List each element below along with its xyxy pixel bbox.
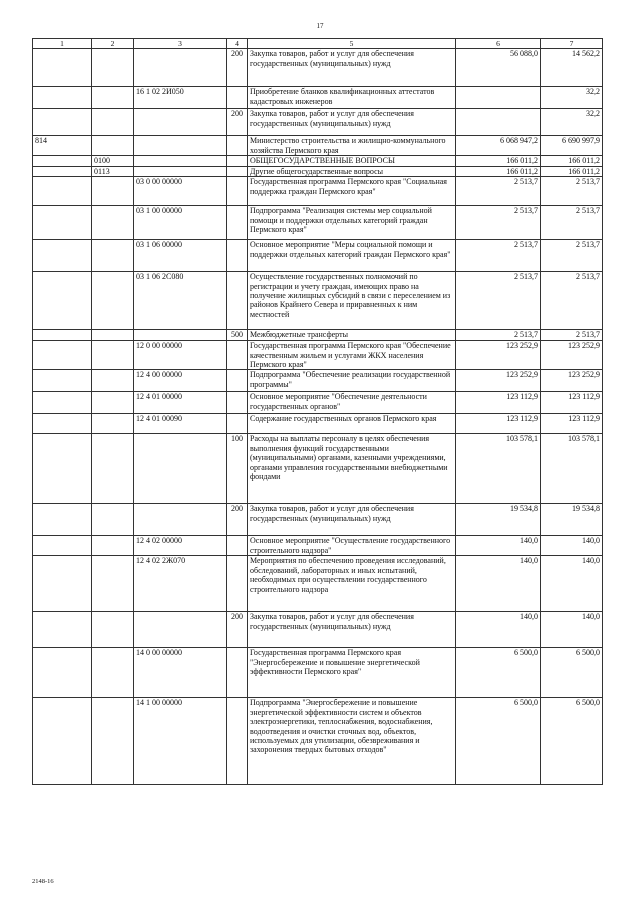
- amount-cell-2018: 166 011,2: [541, 166, 603, 176]
- amount-cell-2017: 2 513,7: [456, 206, 541, 240]
- table-row: [33, 109, 603, 136]
- table-row: [33, 648, 603, 698]
- section-cell: [92, 206, 134, 240]
- page-number: 17: [316, 22, 324, 30]
- amount-cell-2017: 2 513,7: [456, 177, 541, 206]
- target-article-cell: 12 4 00 00000: [134, 370, 227, 392]
- amount-cell-2018: 123 252,9: [541, 370, 603, 392]
- table-row: [33, 177, 603, 206]
- amount-cell-2017: 6 500,0: [456, 698, 541, 785]
- target-article-cell: [134, 136, 227, 156]
- table-row: [33, 240, 603, 272]
- amount-cell-2017: 6 500,0: [456, 648, 541, 698]
- amount-cell-2018: 140,0: [541, 536, 603, 556]
- target-article-cell: 03 1 00 00000: [134, 206, 227, 240]
- column-header: 6: [456, 39, 541, 49]
- table-row: [33, 370, 603, 392]
- expense-type-cell: 500: [227, 330, 248, 341]
- amount-cell-2017: 140,0: [456, 536, 541, 556]
- department-cell: [33, 156, 92, 166]
- section-cell: [92, 272, 134, 330]
- section-cell: [92, 109, 134, 136]
- expense-type-cell: [227, 414, 248, 434]
- target-article-cell: [134, 156, 227, 166]
- description-cell: Подпрограмма "Реализация системы мер социальной помощи и поддержки отдельных категорий граждан Пермского края": [248, 206, 456, 240]
- target-article-cell: 03 1 06 2С080: [134, 272, 227, 330]
- table-row: [33, 698, 603, 785]
- description-cell: Межбюджетные трансферты: [248, 330, 456, 341]
- department-cell: [33, 504, 92, 536]
- amount-cell-2017: 140,0: [456, 612, 541, 648]
- target-article-cell: [134, 49, 227, 87]
- section-cell: [92, 330, 134, 341]
- description-cell: Основное мероприятие "Меры социальной помощи и поддержки отдельных категорий граждан Пермского края": [248, 240, 456, 272]
- amount-cell-2018: 19 534,8: [541, 504, 603, 536]
- section-cell: [92, 504, 134, 536]
- section-cell: [92, 612, 134, 648]
- table-row: [33, 612, 603, 648]
- table-row: [33, 536, 603, 556]
- target-article-cell: 12 4 01 00090: [134, 414, 227, 434]
- amount-cell-2017: 123 112,9: [456, 392, 541, 414]
- section-cell: [92, 414, 134, 434]
- department-cell: [33, 698, 92, 785]
- column-header: 4: [227, 39, 248, 49]
- description-cell: Основное мероприятие "Осуществление государственного строительного надзора": [248, 536, 456, 556]
- document-code: 2148-16: [32, 878, 54, 885]
- department-cell: [33, 536, 92, 556]
- department-cell: [33, 272, 92, 330]
- description-cell: Осуществление государственных полномочий по регистрации и учету граждан, имеющих право на получение жилищных субсидий в связи с переселением из районов Крайнего Севера и приравненных к ним местностей: [248, 272, 456, 330]
- amount-cell-2018: 2 513,7: [541, 330, 603, 341]
- department-cell: [33, 166, 92, 176]
- column-header: 3: [134, 39, 227, 49]
- description-cell: Закупка товаров, работ и услуг для обеспечения государственных (муниципальных) нужд: [248, 109, 456, 136]
- amount-cell-2017: 123 252,9: [456, 341, 541, 370]
- description-cell: Мероприятия по обеспечению проведения исследований, обследований, лабораторных и иных испытаний, необходимых при осуществлении государственного строительного надзора: [248, 556, 456, 612]
- expense-type-cell: [227, 536, 248, 556]
- amount-cell-2018: 2 513,7: [541, 272, 603, 330]
- amount-cell-2018: 2 513,7: [541, 240, 603, 272]
- amount-cell-2017: [456, 87, 541, 109]
- table-row: [33, 414, 603, 434]
- section-cell: [92, 177, 134, 206]
- section-cell: [92, 648, 134, 698]
- table-row: [33, 49, 603, 87]
- amount-cell-2018: 32,2: [541, 87, 603, 109]
- expense-type-cell: [227, 370, 248, 392]
- target-article-cell: 03 0 00 00000: [134, 177, 227, 206]
- expense-type-cell: [227, 392, 248, 414]
- department-cell: [33, 49, 92, 87]
- table-row: [33, 330, 603, 341]
- column-header: 7: [541, 39, 603, 49]
- target-article-cell: 12 4 02 2Ж070: [134, 556, 227, 612]
- table-row: [33, 434, 603, 504]
- table-row: [33, 392, 603, 414]
- table-row: [33, 272, 603, 330]
- table-row: [33, 166, 603, 176]
- expense-type-cell: [227, 556, 248, 612]
- expense-type-cell: 100: [227, 434, 248, 504]
- department-cell: [33, 87, 92, 109]
- target-article-cell: [134, 166, 227, 176]
- amount-cell-2018: 166 011,2: [541, 156, 603, 166]
- section-cell: [92, 87, 134, 109]
- department-cell: [33, 370, 92, 392]
- target-article-cell: [134, 612, 227, 648]
- target-article-cell: 14 0 00 00000: [134, 648, 227, 698]
- description-cell: ОБЩЕГОСУДАРСТВЕННЫЕ ВОПРОСЫ: [248, 156, 456, 166]
- department-cell: [33, 414, 92, 434]
- description-cell: Государственная программа Пермского края "Энергосбережение и повышение энергетической эффективности Пермского края": [248, 648, 456, 698]
- expense-type-cell: 200: [227, 49, 248, 87]
- expense-type-cell: [227, 272, 248, 330]
- section-cell: [92, 136, 134, 156]
- department-cell: [33, 330, 92, 341]
- amount-cell-2017: 2 513,7: [456, 240, 541, 272]
- amount-cell-2018: 2 513,7: [541, 177, 603, 206]
- amount-cell-2018: 14 562,2: [541, 49, 603, 87]
- description-cell: Подпрограмма "Энергосбережение и повышение энергетической эффективности систем и объектов электроэнергетики, теплоснабжения, водоснабжения, водоотведения и очистки сточных вод, объектов, используемых для утилизации, обезвреживания и захоронения твердых бытовых отходов": [248, 698, 456, 785]
- amount-cell-2018: 123 252,9: [541, 341, 603, 370]
- department-cell: [33, 341, 92, 370]
- table-row: [33, 556, 603, 612]
- expense-type-cell: [227, 87, 248, 109]
- expense-type-cell: [227, 156, 248, 166]
- expense-type-cell: [227, 206, 248, 240]
- department-cell: [33, 392, 92, 414]
- description-cell: Другие общегосударственные вопросы: [248, 166, 456, 176]
- amount-cell-2018: 140,0: [541, 556, 603, 612]
- section-cell: [92, 434, 134, 504]
- amount-cell-2017: 140,0: [456, 556, 541, 612]
- target-article-cell: [134, 109, 227, 136]
- description-cell: Государственная программа Пермского края "Обеспечение качественным жильем и услугами ЖКХ населения Пермского края": [248, 341, 456, 370]
- expense-type-cell: [227, 177, 248, 206]
- section-cell: [92, 556, 134, 612]
- amount-cell-2018: 140,0: [541, 612, 603, 648]
- description-cell: Подпрограмма "Обеспечение реализации государственной программы": [248, 370, 456, 392]
- section-cell: [92, 49, 134, 87]
- amount-cell-2018: 32,2: [541, 109, 603, 136]
- target-article-cell: 03 1 06 00000: [134, 240, 227, 272]
- table-row: [33, 206, 603, 240]
- department-cell: [33, 109, 92, 136]
- expense-type-cell: 200: [227, 109, 248, 136]
- department-cell: 814: [33, 136, 92, 156]
- expense-type-cell: 200: [227, 612, 248, 648]
- target-article-cell: 12 4 01 00000: [134, 392, 227, 414]
- description-cell: Закупка товаров, работ и услуг для обеспечения государственных (муниципальных) нужд: [248, 612, 456, 648]
- expense-type-cell: [227, 240, 248, 272]
- description-cell: Расходы на выплаты персоналу в целях обеспечения выполнения функций государственными (муниципальными) органами, казенными учреждениями, органами управления государственными внебюджетными фондами: [248, 434, 456, 504]
- amount-cell-2017: 6 068 947,2: [456, 136, 541, 156]
- amount-cell-2018: 6 500,0: [541, 698, 603, 785]
- target-article-cell: [134, 434, 227, 504]
- amount-cell-2017: 166 011,2: [456, 166, 541, 176]
- expense-type-cell: [227, 166, 248, 176]
- target-article-cell: 14 1 00 00000: [134, 698, 227, 785]
- amount-cell-2018: 123 112,9: [541, 414, 603, 434]
- department-cell: [33, 612, 92, 648]
- amount-cell-2018: 123 112,9: [541, 392, 603, 414]
- table-header-row: [33, 39, 603, 49]
- budget-table: [32, 38, 603, 785]
- expense-type-cell: [227, 341, 248, 370]
- department-cell: [33, 434, 92, 504]
- amount-cell-2017: 103 578,1: [456, 434, 541, 504]
- amount-cell-2017: 123 252,9: [456, 370, 541, 392]
- section-cell: 0100: [92, 156, 134, 166]
- target-article-cell: 12 0 00 00000: [134, 341, 227, 370]
- target-article-cell: 16 1 02 2И050: [134, 87, 227, 109]
- description-cell: Государственная программа Пермского края "Социальная поддержка граждан Пермского края": [248, 177, 456, 206]
- section-cell: [92, 370, 134, 392]
- expense-type-cell: 200: [227, 504, 248, 536]
- description-cell: Закупка товаров, работ и услуг для обеспечения государственных (муниципальных) нужд: [248, 49, 456, 87]
- section-cell: [92, 240, 134, 272]
- target-article-cell: [134, 504, 227, 536]
- target-article-cell: [134, 330, 227, 341]
- expense-type-cell: [227, 136, 248, 156]
- table-row: [33, 156, 603, 166]
- description-cell: Закупка товаров, работ и услуг для обеспечения государственных (муниципальных) нужд: [248, 504, 456, 536]
- description-cell: Приобретение бланков квалификационных аттестатов кадастровых инженеров: [248, 87, 456, 109]
- amount-cell-2018: 6 690 997,9: [541, 136, 603, 156]
- expense-type-cell: [227, 648, 248, 698]
- amount-cell-2017: 19 534,8: [456, 504, 541, 536]
- table-row: [33, 341, 603, 370]
- amount-cell-2017: 2 513,7: [456, 330, 541, 341]
- amount-cell-2017: 2 513,7: [456, 272, 541, 330]
- amount-cell-2018: 6 500,0: [541, 648, 603, 698]
- department-cell: [33, 556, 92, 612]
- description-cell: Министерство строительства и жилищно-коммунального хозяйства Пермского края: [248, 136, 456, 156]
- section-cell: 0113: [92, 166, 134, 176]
- department-cell: [33, 240, 92, 272]
- target-article-cell: 12 4 02 00000: [134, 536, 227, 556]
- amount-cell-2017: [456, 109, 541, 136]
- amount-cell-2018: 103 578,1: [541, 434, 603, 504]
- amount-cell-2017: 56 088,0: [456, 49, 541, 87]
- table-row: [33, 87, 603, 109]
- amount-cell-2017: 166 011,2: [456, 156, 541, 166]
- expense-type-cell: [227, 698, 248, 785]
- description-cell: Содержание государственных органов Пермского края: [248, 414, 456, 434]
- description-cell: Основное мероприятие "Обеспечение деятельности государственных органов": [248, 392, 456, 414]
- section-cell: [92, 536, 134, 556]
- amount-cell-2017: 123 112,9: [456, 414, 541, 434]
- department-cell: [33, 648, 92, 698]
- department-cell: [33, 206, 92, 240]
- column-header: 1: [33, 39, 92, 49]
- section-cell: [92, 698, 134, 785]
- department-cell: [33, 177, 92, 206]
- amount-cell-2018: 2 513,7: [541, 206, 603, 240]
- table-row: [33, 136, 603, 156]
- section-cell: [92, 392, 134, 414]
- column-header: 2: [92, 39, 134, 49]
- table-row: [33, 504, 603, 536]
- section-cell: [92, 341, 134, 370]
- column-header: 5: [248, 39, 456, 49]
